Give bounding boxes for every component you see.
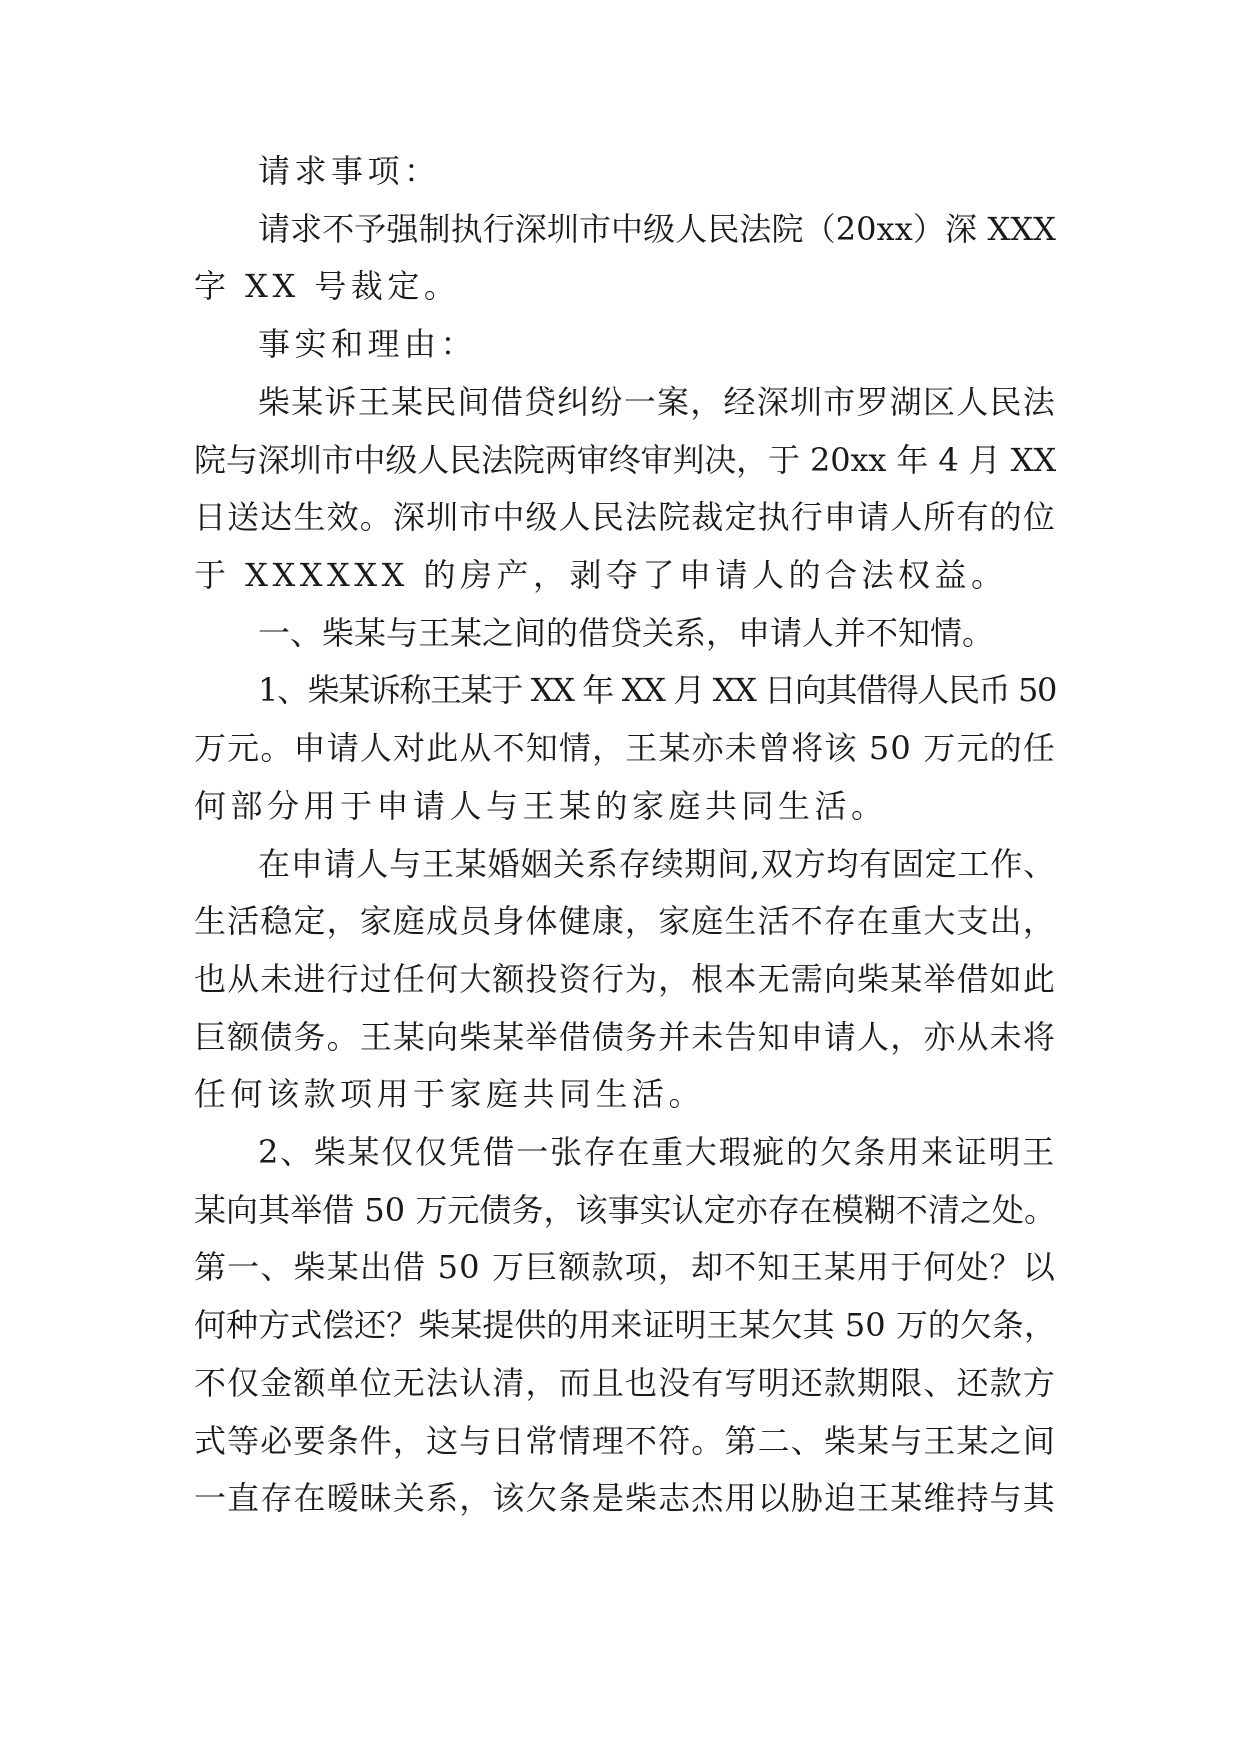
text-line: 万元。申请人对此从不知情，王某亦未曾将该 50 万元的任	[194, 729, 1056, 767]
text-line: 柴某诉王某民间借贷纠纷一案，经深圳市罗湖区人民法	[258, 383, 1056, 421]
text-line: 何部分用于申请人与王某的家庭共同生活。	[194, 787, 888, 825]
text-line: 生活稳定，家庭成员身体健康，家庭生活不存在重大支出，	[194, 902, 1056, 940]
text-line: 某向其举借 50 万元债务，该事实认定亦存在模糊不清之处。	[194, 1191, 1056, 1229]
text-line: 事实和理由：	[258, 325, 478, 363]
text-line: 请求事项：	[258, 152, 441, 190]
text-line: 何种方式偿还？柴某提供的用来证明王某欠其 50 万的欠条，	[194, 1306, 1056, 1344]
text-line: 日送达生效。深圳市中级人民法院裁定执行申请人所有的位	[194, 498, 1056, 536]
text-line: 第一、柴某出借 50 万巨额款项，却不知王某用于何处？以	[194, 1248, 1056, 1286]
text-line: 式等必要条件，这与日常情理不符。第二、柴某与王某之间	[194, 1422, 1056, 1460]
text-line: 一直存在暧昧关系，该欠条是柴志杰用以胁迫王某维持与其	[194, 1479, 1056, 1517]
text-line: 也从未进行过任何大额投资行为，根本无需向柴某举借如此	[194, 960, 1056, 998]
text-line: 在申请人与王某婚姻关系存续期间,双方均有固定工作、	[258, 845, 1056, 883]
text-line: 请求不予强制执行深圳市中级人民法院（20xx）深 XXX	[258, 210, 1056, 248]
text-line: 任何该款项用于家庭共同生活。	[194, 1075, 706, 1113]
text-line: 一、柴某与王某之间的借贷关系，申请人并不知情。	[258, 614, 995, 652]
text-line: 于 XXXXXX 的房产，剥夺了申请人的合法权益。	[194, 556, 1008, 594]
text-line: 2、柴某仅仅凭借一张存在重大瑕疵的欠条用来证明王	[258, 1133, 1056, 1171]
text-line: 字 XX 号裁定。	[194, 267, 461, 305]
text-line: 巨额债务。王某向柴某举借债务并未告知申请人，亦从未将	[194, 1018, 1056, 1056]
text-line: 不仅金额单位无法认清，而且也没有写明还款期限、还款方	[194, 1364, 1056, 1402]
text-line: 院与深圳市中级人民法院两审终审判决，于 20xx 年 4 月 XX	[194, 441, 1056, 479]
text-line: 1、柴某诉称王某于 XX 年 XX 月 XX 日向其借得人民币 50	[258, 671, 1056, 709]
